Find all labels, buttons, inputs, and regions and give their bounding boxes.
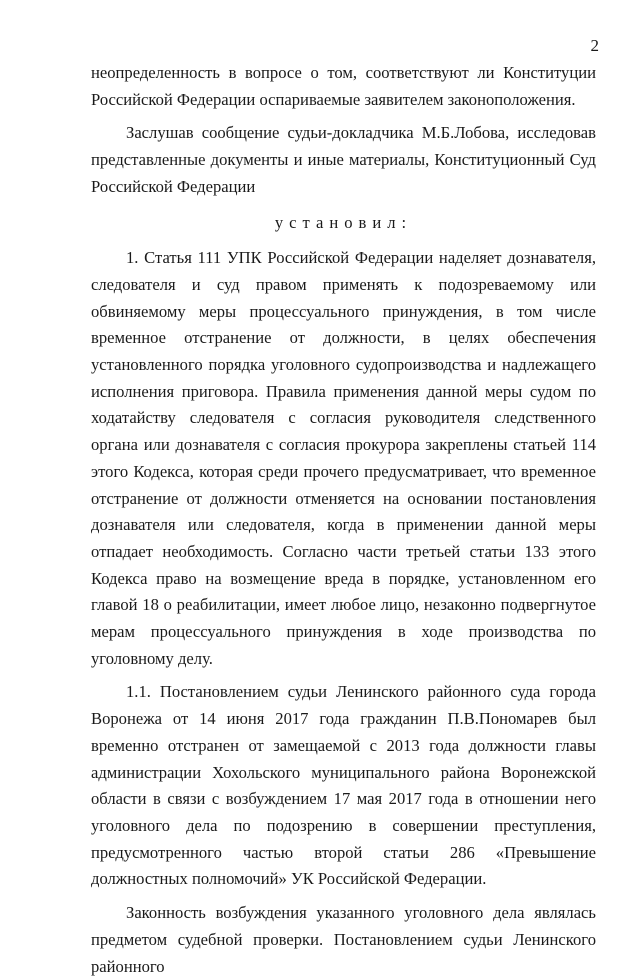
document-body [91, 60, 596, 980]
paragraph-legality: Законность возбуждения указанного уголовного дела являлась предметом судебной проверки. Постановлением судьи Ленинского районного [91, 903, 596, 976]
paragraph-article-111: 1. Статья 111 УПК Российской Федерации наделяет дознавателя, следователя и суд правом применять к подозреваемому или обвиняемому меры процессуального принуждения, в том числе временное отстранение от должности, в целях обеспечения установленного порядка уголовного судопроизводства и надлежащего исполнения приговора. Правила применения данной меры судом по ходатайству следователя с согласия руководителя следственного органа или дознавателя с согласия прокурора закреплены статьей 114 этого Кодекса, которая среди прочего предусматривает, что временное отстранение от должности отменяется на основании постановления дознавателя или следователя, когда в применении данной меры отпадает необходимость. Согласно части третьей статьи 133 этого Кодекса право на возмещение вреда в порядке, установленном его главой 18 о реабилитации, имеет любое лицо, незаконно подвергнутое мерам процессуального принуждения в ходе производства по уголовному делу. [91, 248, 596, 668]
page-number: 2 [590, 36, 599, 55]
section-heading-established: установил: [274, 212, 413, 232]
paragraph-hearing: Заслушав сообщение судьи-докладчика М.Б.Лобова, исследовав представленные документы и иные материалы, Конституционный Суд Российской Федерации [91, 123, 596, 196]
paragraph-continuation: неопределенность в вопросе о том, соответствуют ли Конституции Российской Федерации оспариваемые заявителем законоположения. [91, 63, 596, 109]
paragraph-1-1: 1.1. Постановлением судьи Ленинского районного суда города Воронежа от 14 июня 2017 года гражданин П.В.Пономарев был временно отстранен от замещаемой с 2013 года должности главы администрации Хохольского муниципального района Воронежской области в связи с возбуждением 17 мая 2017 года в отношении него уголовного дела по подозрению в совершении преступления, предусмотренного частью второй статьи 286 «Превышение должностных полномочий» УК Российской Федерации. [91, 682, 596, 889]
